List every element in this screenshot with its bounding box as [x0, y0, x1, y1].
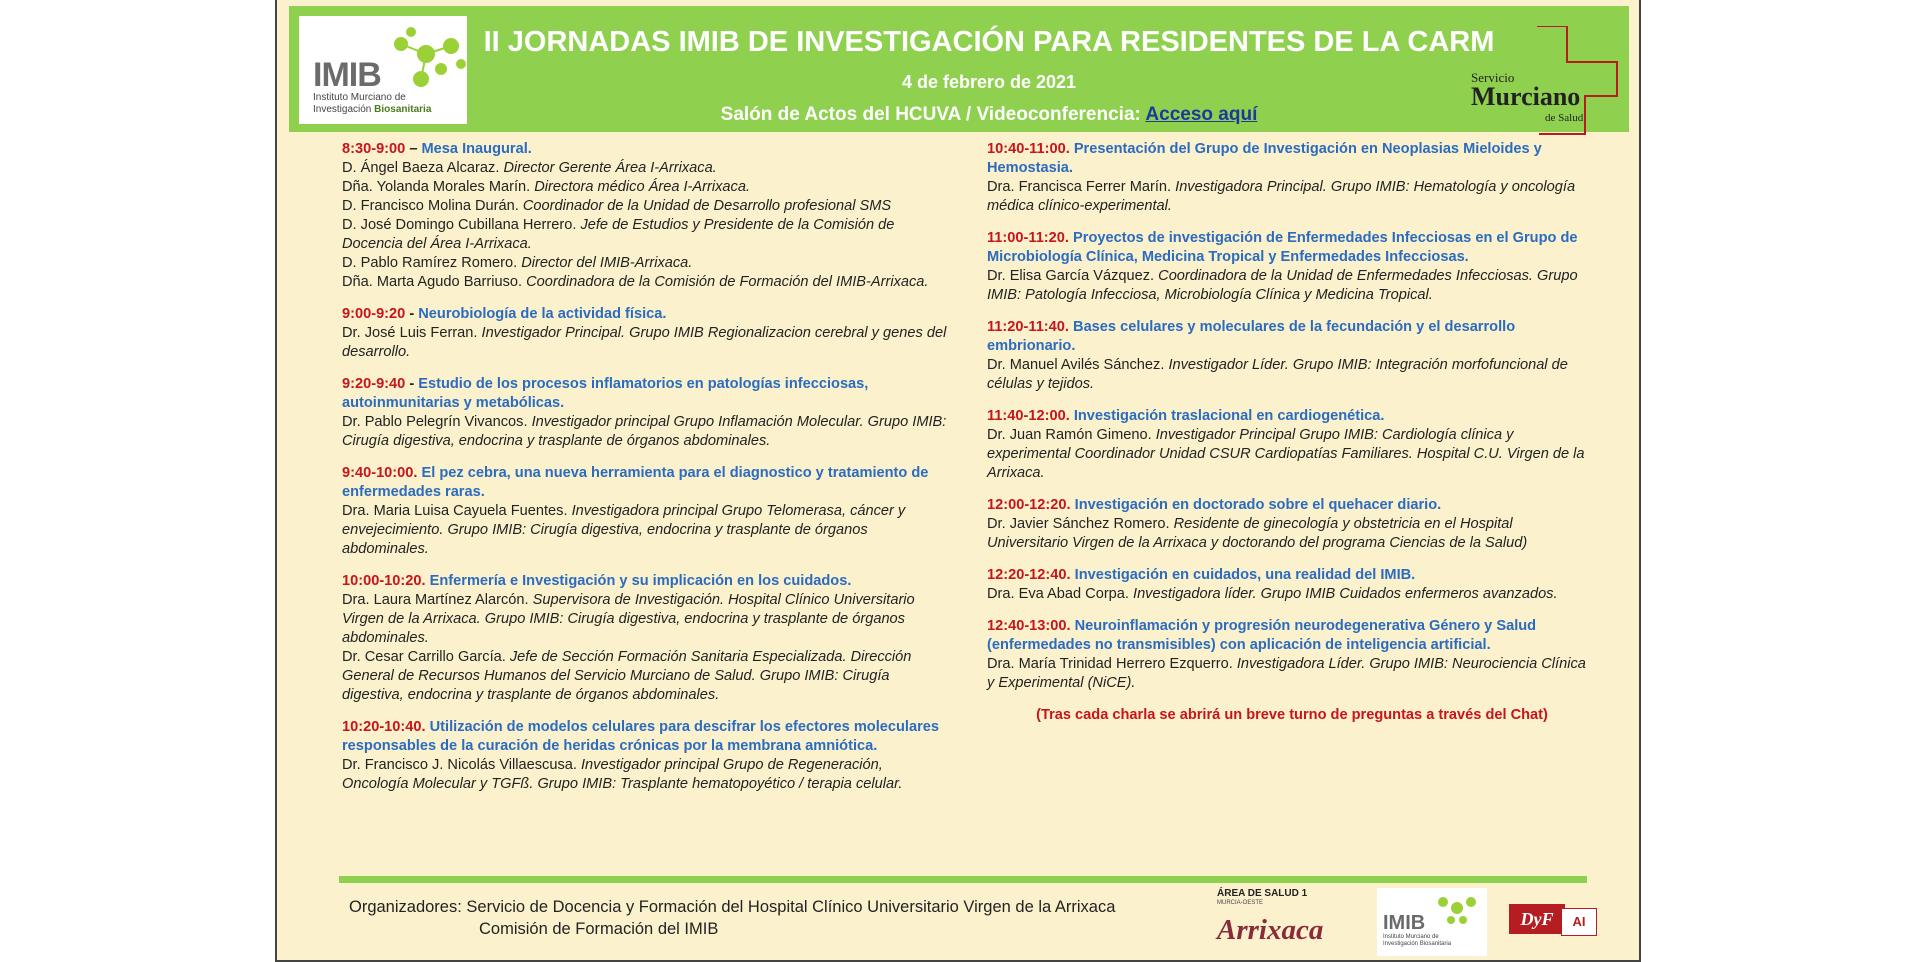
speaker-name: Dra. Laura Martínez Alarcón.	[342, 592, 533, 608]
speaker-role: Director Gerente Área I-Arrixaca.	[503, 160, 717, 176]
speaker	[342, 648, 952, 705]
event-location: Salón de Actos del HCUVA / Videoconferencia: Acceso aquí	[720, 104, 1258, 125]
speaker	[342, 324, 952, 362]
speaker-name: Dra. Eva Abad Corpa.	[987, 586, 1134, 602]
speaker-role: Director del IMIB-Arrixaca.	[521, 255, 693, 271]
session-title: El pez cebra, una nueva herramienta para el diagnostico y tratamiento de enfermedades raras.	[342, 465, 929, 500]
session-time: 10:00-10:20.	[342, 573, 426, 589]
speaker	[342, 273, 952, 292]
event-date: 4 de febrero de 2021	[901, 72, 1077, 92]
session-heading	[342, 375, 952, 413]
session-heading	[342, 305, 952, 324]
footer-divider	[339, 876, 1587, 883]
organizers-line-2: Comisión de Formación del IMIB	[479, 920, 719, 938]
session-item	[987, 407, 1597, 483]
access-link[interactable]: Acceso aquí	[1145, 104, 1258, 125]
speaker	[987, 585, 1597, 604]
session-title: Investigación traslacional en cardiogenética.	[1073, 408, 1385, 424]
session-time: 12:20-12:40.	[987, 567, 1071, 583]
session-time: 8:30-9:00	[342, 141, 406, 157]
speaker-role: Investigadora principal Grupo Telomerasa, cáncer y envejecimiento. Grupo IMIB: Cirugía digestiva, endocrina y trasplante de órganos abdominales.	[342, 503, 906, 557]
speaker-name: Dr. Cesar Carrillo García.	[342, 649, 510, 665]
session-separator: -	[405, 306, 419, 322]
session-item	[987, 496, 1597, 553]
session-time: 9:00-9:20	[342, 306, 406, 322]
session-time: 12:00-12:20.	[987, 497, 1071, 513]
imib-logo-subtitle: Instituto Murciano de Investigación Biosanitaria	[313, 92, 432, 115]
speaker	[342, 591, 952, 648]
molecule-icon	[381, 24, 471, 94]
session-heading	[987, 229, 1597, 267]
session-item	[987, 318, 1597, 394]
session-title: Bases celulares y moleculares de la fecundación y el desarrollo embrionario.	[987, 319, 1516, 354]
speaker	[987, 267, 1597, 305]
speaker	[342, 413, 952, 451]
session-separator: -	[405, 376, 419, 392]
arrixaca-wordmark: Arrixaca	[1217, 914, 1324, 946]
speaker-role: Residente de ginecología y obstetricia en el Hospital Universitario Virgen de la Arrixaca y doctorando del programa Ciencias de la Salud)	[987, 516, 1528, 551]
qa-note: (Tras cada charla se abrirá un breve turno de preguntas a través del Chat)	[1036, 707, 1548, 723]
speaker	[342, 502, 952, 559]
speaker-name: D. Francisco Molina Durán.	[342, 198, 523, 214]
imib-footer-text: IMIB	[1383, 912, 1426, 934]
session-heading	[987, 407, 1597, 426]
sms-logo-line2: Murciano	[1471, 82, 1581, 111]
speaker-role: Coordinadora de la Unidad de Enfermedades Infecciosas. Grupo IMIB: Patología Infecciosa, Microbiología Clínica y Medicina Tropical.	[987, 268, 1578, 303]
speaker-name: Dra. María Trinidad Herrero Ezquerro.	[987, 656, 1237, 672]
speaker	[342, 159, 952, 178]
speaker-name: Dr. José Luis Ferran.	[342, 325, 482, 341]
speaker-name: Dña. Yolanda Morales Marín.	[342, 179, 535, 195]
session-heading	[987, 140, 1597, 178]
sms-logo-line1: Servicio	[1471, 70, 1515, 85]
arrixaca-logo	[1217, 888, 1367, 954]
speaker	[342, 178, 952, 197]
session-title: Neuroinflamación y progresión neurodegenerativa Género y Salud (enfermedades no transmisibles) con aplicación de inteligencia artificial.	[987, 618, 1537, 653]
speaker-role: Investigador principal Grupo Inflamación Molecular. Grupo IMIB: Cirugía digestiva, endocrina y trasplante de órganos abdominales.	[342, 414, 947, 449]
speaker-name: D. Pablo Ramírez Romero.	[342, 255, 522, 271]
speaker-name: Dr. Elisa García Vázquez.	[987, 268, 1159, 284]
speaker-role: Investigadora Principal. Grupo IMIB: Hematología y oncología médica clínico-experimental.	[987, 179, 1576, 214]
speaker-role: Jefe de Estudios y Presidente de la Comisión de Docencia del Área I-Arrixaca.	[342, 217, 895, 252]
speaker-name: Dra. Francisca Ferrer Marín.	[987, 179, 1176, 195]
session-title: Utilización de modelos celulares para descifrar los efectores moleculares responsables de la curación de heridas crónicas por la membrana amniótica.	[342, 719, 940, 754]
session-heading	[342, 718, 952, 756]
speaker-role: Coordinador de la Unidad de Desarrollo profesional SMS	[522, 198, 892, 214]
dyf-badge: AI	[1561, 908, 1597, 936]
area-sublabel: MURCIA-OESTE	[1217, 900, 1264, 906]
organizers-line: Organizadores: Servicio de Docencia y Formación del Hospital Clínico Universitario Virgen de la Arrixaca	[349, 898, 1116, 916]
speaker-name: D. José Domingo Cubillana Herrero.	[342, 217, 581, 233]
session-title: Estudio de los procesos inflamatorios en patologías infecciosas, autoinmunitarias y metabólicas.	[342, 376, 869, 411]
speaker-role: Supervisora de Investigación. Hospital Clínico Universitario Virgen de la Arrixaca. Grupo IMIB: Cirugía digestiva, endocrina y trasplante de órganos abdominales.	[342, 592, 915, 646]
session-time: 10:40-11:00.	[987, 141, 1070, 157]
session-title: Enfermería e Investigación y su implicación en los cuidados.	[429, 573, 852, 589]
page-title: II JORNADAS IMIB DE INVESTIGACIÓN PARA RESIDENTES DE LA CARM	[483, 26, 1495, 58]
speaker	[987, 426, 1597, 483]
speaker-name: D. Ángel Baeza Alcaraz.	[342, 160, 504, 176]
session-time: 11:00-11:20.	[987, 230, 1069, 246]
speaker-role: Investigadora Líder. Grupo IMIB: Neurociencia Clínica y Experimental (NiCE).	[987, 656, 1586, 691]
session-time: 11:40-12:00.	[987, 408, 1070, 424]
speaker-name: Dr. Javier Sánchez Romero.	[987, 516, 1174, 532]
speaker-name: Dr. Manuel Avilés Sánchez.	[987, 357, 1169, 373]
session-item	[987, 229, 1597, 305]
speaker	[342, 756, 952, 794]
program-document	[275, 0, 1641, 962]
speaker	[987, 356, 1597, 394]
speaker-role: Investigadora líder. Grupo IMIB Cuidados enfermeros avanzados.	[1133, 586, 1558, 602]
session-heading	[987, 318, 1597, 356]
sms-logo-line3: de Salud	[1545, 112, 1584, 124]
imib-logo-text: IMIB	[313, 56, 381, 94]
molecule-icon	[1433, 890, 1483, 926]
session-title: Investigación en cuidados, una realidad del IMIB.	[1074, 567, 1416, 583]
session-title: Proyectos de investigación de Enfermedades Infecciosas en el Grupo de Microbiología Clínica, Medicina Tropical y Enfermedades Infecciosas.	[987, 230, 1578, 265]
speaker-role: Investigador Principal Grupo IMIB: Cardiología clínica y experimental Coordinador Unidad CSUR Cardiopatías Familiares. Hospital C.U. Virgen de la Arrixaca.	[987, 427, 1585, 481]
area-label: ÁREA DE SALUD 1	[1217, 888, 1308, 899]
speaker-role: Investigador Líder. Grupo IMIB: Integración morfofuncional de células y tejidos.	[987, 357, 1568, 392]
session-heading	[342, 464, 952, 502]
session-heading	[987, 617, 1597, 655]
speaker	[987, 655, 1597, 693]
session-heading	[342, 140, 952, 159]
speaker	[342, 216, 952, 254]
imib-logo	[299, 16, 467, 124]
session-time: 9:20-9:40	[342, 376, 406, 392]
session-title: Mesa Inaugural.	[421, 141, 532, 157]
imib-footer-subtitle: Instituto Murciano de Investigación Biosanitaria	[1383, 934, 1452, 947]
session-heading	[987, 566, 1597, 585]
speaker	[987, 178, 1597, 216]
imib-footer-logo	[1377, 888, 1487, 956]
session-heading	[342, 572, 952, 591]
session-time: 9:40-10:00.	[342, 465, 418, 481]
session-item	[342, 718, 952, 794]
speaker	[342, 254, 952, 273]
session-heading	[987, 496, 1597, 515]
speaker-name: Dr. Pablo Pelegrín Vivancos.	[342, 414, 532, 430]
session-item	[342, 140, 952, 292]
speaker-role: Investigador principal Grupo de Regeneración, Oncología Molecular y TGFß. Grupo IMIB: Trasplante hematopoyético / terapia celular.	[342, 757, 903, 792]
speaker-role: Investigador Principal. Grupo IMIB Regionalizacion cerebral y genes del desarrollo.	[342, 325, 947, 360]
speaker	[342, 197, 952, 216]
session-item	[342, 464, 952, 559]
session-title: Neurobiología de la actividad física.	[418, 306, 667, 322]
session-time: 12:40-13:00.	[987, 618, 1071, 634]
session-item	[987, 140, 1597, 216]
session-separator: –	[405, 141, 422, 157]
speaker-role: Jefe de Sección Formación Sanitaria Especializada. Dirección General de Recursos Humanos del Servicio Murciano de Salud. Grupo IMIB: Cirugía digestiva, endocrina y trasplante de órganos abdominales.	[342, 649, 912, 703]
program-column-left	[342, 140, 952, 807]
header-banner	[289, 6, 1629, 132]
program-column-right	[987, 140, 1597, 725]
sms-logo	[1467, 26, 1631, 136]
session-item	[987, 566, 1597, 604]
session-title: Presentación del Grupo de Investigación en Neoplasias Mieloides y Hemostasia.	[987, 141, 1542, 176]
speaker-name: Dr. Francisco J. Nicolás Villaescusa.	[342, 757, 581, 773]
speaker	[987, 515, 1597, 553]
session-item	[987, 617, 1597, 693]
dyf-wordmark: DyF	[1509, 904, 1565, 934]
dyf-logo	[1509, 894, 1599, 944]
session-item	[342, 375, 952, 451]
session-item	[342, 305, 952, 362]
speaker-role: Directora médico Área I-Arrixaca.	[534, 179, 750, 195]
speaker-name: Dña. Marta Agudo Barriuso.	[342, 274, 527, 290]
speaker-role: Coordinadora de la Comisión de Formación del IMIB-Arrixaca.	[526, 274, 929, 290]
session-time: 10:20-10:40.	[342, 719, 426, 735]
speaker-name: Dra. Maria Luisa Cayuela Fuentes.	[342, 503, 572, 519]
session-time: 11:20-11:40.	[987, 319, 1069, 335]
speaker-name: Dr. Juan Ramón Gimeno.	[987, 427, 1156, 443]
session-item	[342, 572, 952, 705]
session-title: Investigación en doctorado sobre el quehacer diario.	[1074, 497, 1442, 513]
